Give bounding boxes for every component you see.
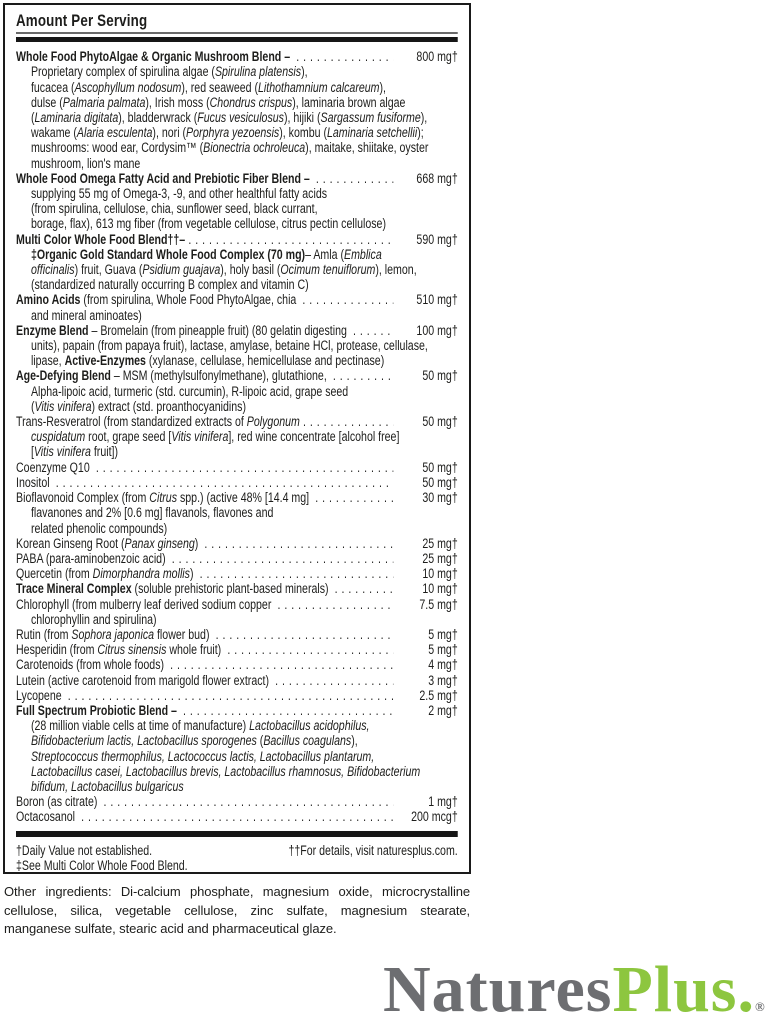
logo-plus-text: Plus. xyxy=(612,953,755,1024)
ingredient-name: Carotenoids (from whole foods) xyxy=(16,657,167,673)
ingredient-description-line: mushrooms: wood ear, Cordysim™ (Bionectria ochroleuca), maitake, shiitake, oyster xyxy=(30,140,429,156)
ingredient-name: Chlorophyll (from mulberry leaf derived sodium copper xyxy=(16,596,275,612)
ingredient-amount: 2 mg† xyxy=(428,702,458,718)
ingredient-row xyxy=(16,597,458,612)
ingredient-amount: 7.5 mg† xyxy=(419,596,458,612)
ingredient-row xyxy=(16,475,458,490)
ingredient-description-line: (Vitis vinifera) extract (std. proanthocyanidins) xyxy=(30,398,247,414)
ingredient-amount: 10 mg† xyxy=(422,581,458,597)
footnote-see-blend: ‡See Multi Color Whole Food Blend. xyxy=(16,857,188,873)
ingredient-description-line: Bifidobacterium lactis, Lactobacillus sporogenes (Bacillus coagulans), xyxy=(30,733,358,749)
logo-natures-text: Natures xyxy=(383,953,613,1024)
ingredient-row xyxy=(16,368,458,383)
ingredient-name: Age-Defying Blend – MSM (methylsulfonylmethane), glutathione, xyxy=(16,368,330,384)
ingredient-name: Whole Food PhytoAlgae & Organic Mushroom Blend – xyxy=(16,49,294,65)
ingredient-name: Trans-Resveratrol (from standardized extracts of Polygonum xyxy=(16,414,300,430)
ingredient-name: Bioflavonoid Complex (from Citrus spp.) (active 48% [14.4 mg] xyxy=(16,490,313,506)
ingredient-description-line: Proprietary complex of spirulina algae (Spirulina platensis), xyxy=(30,64,308,80)
ingredient-name: Lutein (active carotenoid from marigold flower extract) xyxy=(16,672,272,688)
ingredient-row xyxy=(16,642,458,657)
ingredient-row xyxy=(16,657,458,672)
ingredient-description-line: and mineral aminoates) xyxy=(30,307,142,323)
dot-leader xyxy=(183,703,393,718)
dot-leader xyxy=(296,49,393,64)
ingredient-amount: 2.5 mg† xyxy=(419,687,458,703)
ingredient-row xyxy=(16,460,458,475)
ingredient-amount: 200 mcg† xyxy=(411,809,458,825)
ingredient-amount: 30 mg† xyxy=(422,490,458,506)
other-ingredients-line: manganese sulfate, stearic acid and pharmaceutical glaze. xyxy=(4,921,337,936)
footnote-daily-value: †Daily Value not established. xyxy=(16,842,153,858)
other-ingredients-line: cellulose, silica, vegetable cellulose, zinc sulfate, magnesium stearate, xyxy=(4,902,470,918)
top-divider-bar xyxy=(16,37,458,42)
ingredient-name: Whole Food Omega Fatty Acid and Prebiotic Fiber Blend – xyxy=(16,170,313,186)
ingredient-row xyxy=(16,627,458,642)
ingredient-description-line: borage, flax), 613 mg fiber (from vegetable cellulose, citrus pectin cellulose) xyxy=(30,216,386,232)
ingredient-row xyxy=(16,551,458,566)
dot-leader xyxy=(103,794,393,809)
ingredient-description-line: fucacea (Ascophyllum nodosum), red seaweed (Lithothamnium calcareum), xyxy=(30,79,387,95)
ingredient-name: Quercetin (from Dimorphandra mollis) xyxy=(16,566,197,582)
ingredient-name: Lycopene xyxy=(16,687,65,703)
dot-leader xyxy=(227,642,393,657)
ingredient-description-line: (28 million viable cells at time of manufacture) Lactobacillus acidophilus, xyxy=(30,718,370,734)
ingredient-amount: 590 mg† xyxy=(416,231,458,247)
ingredient-row xyxy=(16,673,458,688)
ingredient-row xyxy=(16,536,458,551)
ingredient-amount: 1 mg† xyxy=(428,794,458,810)
ingredient-description-line: related phenolic compounds) xyxy=(30,520,168,536)
ingredient-amount: 50 mg† xyxy=(422,368,458,384)
ingredient-name: Korean Ginseng Root (Panax ginseng) xyxy=(16,535,202,551)
bottom-divider-bar xyxy=(16,831,458,837)
supplement-facts-box xyxy=(3,3,471,874)
dot-leader xyxy=(68,688,394,703)
ingredient-amount: 50 mg† xyxy=(422,474,458,490)
ingredient-name: Trace Mineral Complex (soluble prehistoric plant-based minerals) xyxy=(16,581,332,597)
ingredient-name: Coenzyme Q10 xyxy=(16,459,93,475)
dot-leader xyxy=(216,627,394,642)
other-ingredients xyxy=(4,883,470,939)
amount-per-serving-header: Amount Per Serving xyxy=(16,11,148,30)
other-ingredients-line: Other ingredients: Di-calcium phosphate, magnesium oxide, microcrystalline xyxy=(4,884,470,899)
footnote-row xyxy=(16,843,458,858)
ingredient-row xyxy=(16,703,458,718)
ingredient-row xyxy=(16,581,458,596)
ingredient-amount: 510 mg† xyxy=(416,292,458,308)
ingredient-description-line: wakame (Alaria esculenta), nori (Porphyra yezoensis), kombu (Laminaria setchellii); xyxy=(30,125,424,141)
dot-leader xyxy=(204,536,393,551)
ingredient-amount: 668 mg† xyxy=(416,170,458,186)
ingredient-row xyxy=(16,809,458,824)
ingredient-row xyxy=(16,414,458,429)
dot-leader xyxy=(81,809,393,824)
dot-leader xyxy=(302,292,393,307)
footnote-row xyxy=(16,858,458,873)
dot-leader xyxy=(56,475,394,490)
ingredient-name: Hesperidin (from Citrus sinensis whole fruit) xyxy=(16,642,225,658)
dot-leader xyxy=(277,597,393,612)
ingredient-amount: 800 mg† xyxy=(416,49,458,65)
ingredient-row xyxy=(16,292,458,307)
registered-mark: ® xyxy=(754,999,765,1014)
ingredient-amount: 50 mg† xyxy=(422,414,458,430)
footnote-details: ††For details, visit naturesplus.com. xyxy=(288,842,458,858)
brand-logo xyxy=(383,953,765,1024)
ingredient-row xyxy=(16,688,458,703)
header-rule xyxy=(16,32,458,34)
ingredient-amount: 25 mg† xyxy=(422,535,458,551)
ingredient-description-line: Lactobacillus casei, Lactobacillus brevis, Lactobacillus rhamnosus, Bifidobacterium xyxy=(30,763,421,779)
ingredient-row xyxy=(16,566,458,581)
ingredient-name: Enzyme Blend – Bromelain (from pineapple fruit) (80 gelatin digesting xyxy=(16,322,350,338)
ingredient-description-line: Streptococcus thermophilus, Lactococcus lactis, Lactobacillus plantarum, xyxy=(30,748,375,764)
dot-leader xyxy=(188,232,393,247)
ingredient-description-line: (standardized naturally occurring B complex and vitamin C) xyxy=(30,277,309,293)
dot-leader xyxy=(170,657,393,672)
ingredient-row xyxy=(16,323,458,338)
ingredient-amount: 25 mg† xyxy=(422,550,458,566)
dot-leader xyxy=(172,551,394,566)
ingredient-description-line: ‡Organic Gold Standard Whole Food Complex (70 mg)– Amla (Emblica xyxy=(30,246,382,262)
ingredient-rows xyxy=(16,49,458,824)
ingredient-name: Boron (as citrate) xyxy=(16,794,101,810)
footnotes xyxy=(16,843,458,873)
ingredient-description-line: mushroom, lion's mane xyxy=(30,155,141,171)
ingredient-description-line: flavanones and 2% [0.6 mg] flavanols, flavones and xyxy=(30,505,274,521)
dot-leader xyxy=(200,566,394,581)
ingredient-description-line: lipase, Active-Enzymes (xylanase, cellulase, hemicellulase and pectinase) xyxy=(30,353,385,369)
dot-leader xyxy=(275,673,393,688)
ingredient-description-line: cuspidatum root, grape seed [Vitis vinifera], red wine concentrate [alcohol free] xyxy=(30,429,400,445)
ingredient-description-line: [Vitis vinifera fruit]) xyxy=(30,444,119,460)
ingredient-amount: 4 mg† xyxy=(428,657,458,673)
dot-leader xyxy=(96,460,393,475)
ingredient-description-line: bifidum, Lactobacillus bulgaricus xyxy=(30,778,184,794)
ingredient-name: Octacosanol xyxy=(16,809,78,825)
ingredient-name: PABA (para-aminobenzoic acid) xyxy=(16,550,169,566)
ingredient-amount: 5 mg† xyxy=(428,642,458,658)
ingredient-description-line: officinalis) fruit, Guava (Psidium guajava), holy basil (Ocimum tenuiflorum), lemon, xyxy=(30,262,417,278)
ingredient-row xyxy=(16,171,458,186)
dot-leader xyxy=(353,323,393,338)
ingredient-amount: 100 mg† xyxy=(416,322,458,338)
ingredient-name: Inositol xyxy=(16,474,53,490)
dot-leader xyxy=(316,171,393,186)
ingredient-amount: 10 mg† xyxy=(422,566,458,582)
ingredient-name: Multi Color Whole Food Blend††– xyxy=(16,231,186,247)
ingredient-description-line: (Laminaria digitata), bladderwrack (Fucus vesiculosus), hijiki (Sargassum fusiforme), xyxy=(30,110,428,126)
ingredient-amount: 5 mg† xyxy=(428,626,458,642)
ingredient-row xyxy=(16,490,458,505)
ingredient-amount: 3 mg† xyxy=(428,672,458,688)
label-content xyxy=(5,5,469,873)
ingredient-row xyxy=(16,232,458,247)
ingredient-name: Rutin (from Sophora japonica flower bud) xyxy=(16,626,213,642)
ingredient-row xyxy=(16,794,458,809)
ingredient-amount: 50 mg† xyxy=(422,459,458,475)
dot-leader xyxy=(335,581,394,596)
ingredient-description-line: (from spirulina, cellulose, chia, sunflower seed, black currant, xyxy=(30,201,318,217)
ingredient-description-line: supplying 55 mg of Omega-3, -9, and other healthful fatty acids xyxy=(30,186,328,202)
dot-leader xyxy=(303,414,393,429)
ingredient-description-line: units), papain (from papaya fruit), lactase, amylase, betaine HCl, protease, cellulase, xyxy=(30,338,428,354)
dot-leader xyxy=(315,490,393,505)
ingredient-name: Amino Acids (from spirulina, Whole Food PhytoAlgae, chia xyxy=(16,292,300,308)
ingredient-description-line: Alpha-lipoic acid, turmeric (std. curcumin), R-lipoic acid, grape seed xyxy=(30,383,349,399)
dot-leader xyxy=(333,368,393,383)
ingredient-row xyxy=(16,49,458,64)
ingredient-description-line: dulse (Palmaria palmata), Irish moss (Chondrus crispus), laminaria brown algae xyxy=(30,94,406,110)
ingredient-name: Full Spectrum Probiotic Blend – xyxy=(16,702,180,718)
ingredient-description-line: chlorophyllin and spirulina) xyxy=(30,611,157,627)
